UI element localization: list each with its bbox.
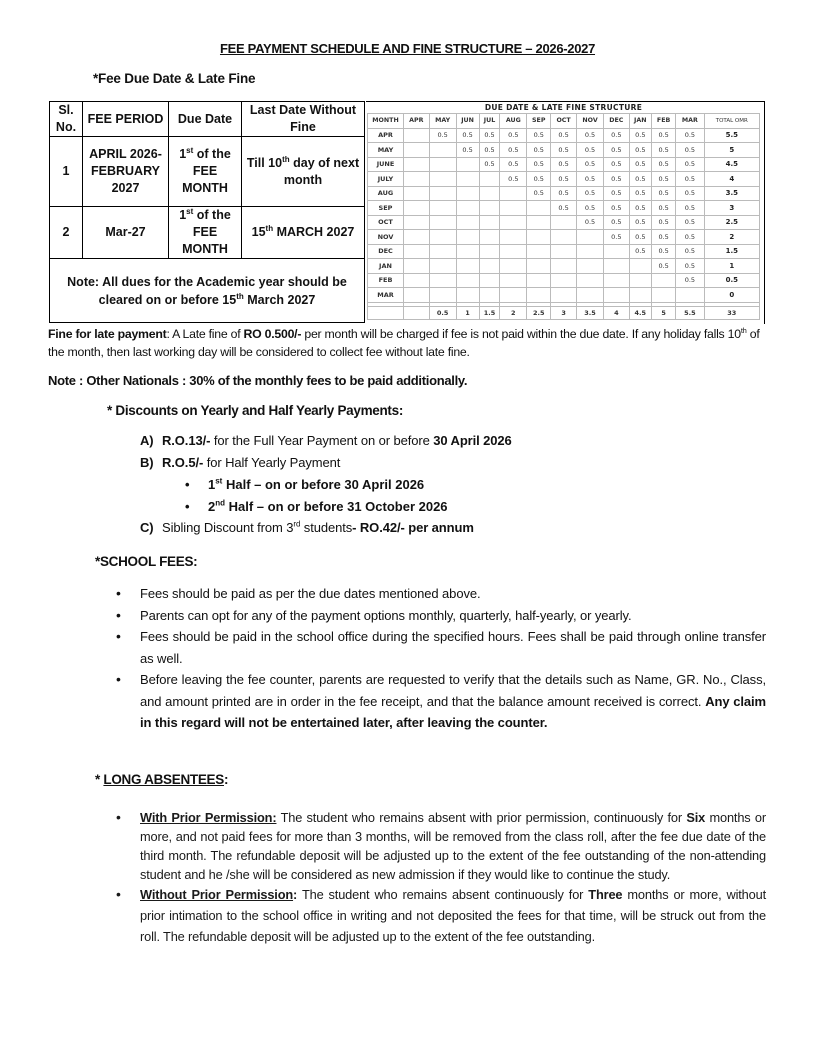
column-total: 1.5 bbox=[479, 306, 500, 319]
fine-cell: 0.5 bbox=[652, 172, 676, 187]
row-total: 0 bbox=[704, 288, 759, 303]
school-fees-heading: *SCHOOL FEES: bbox=[95, 554, 198, 569]
table-row bbox=[368, 172, 760, 187]
month-label: FEB bbox=[368, 273, 404, 288]
fine-cell: 0.5 bbox=[676, 186, 704, 201]
fine-cell: 0.5 bbox=[527, 186, 551, 201]
fine-cell: 0.5 bbox=[676, 244, 704, 259]
fine-cell bbox=[429, 259, 456, 274]
month-label: NOV bbox=[368, 230, 404, 245]
fine-cell bbox=[576, 230, 603, 245]
fine-cell: 0.5 bbox=[629, 215, 652, 230]
column-total: 5 bbox=[652, 306, 676, 319]
month-label: OCT bbox=[368, 215, 404, 230]
fine-cell bbox=[527, 230, 551, 245]
fine-cell: 0.5 bbox=[576, 157, 603, 172]
fine-cell bbox=[500, 215, 527, 230]
fine-cell bbox=[479, 273, 500, 288]
fine-cell: 0.5 bbox=[604, 230, 629, 245]
table-header-row bbox=[50, 102, 365, 137]
column-header: MONTH bbox=[368, 113, 404, 128]
fine-cell: 0.5 bbox=[604, 128, 629, 143]
fine-cell: 0.5 bbox=[629, 230, 652, 245]
fine-cell bbox=[500, 259, 527, 274]
fine-cell bbox=[500, 244, 527, 259]
list-item: • Before leaving the fee counter, parents are requested to verify that the details such as Name, GR. No., Class, and amount printed are in order in the fee receipt, and that the balance amount received is correct. Any claim in this regard will not be entertained later, after leaving the counter. bbox=[116, 669, 766, 734]
fine-cell bbox=[604, 273, 629, 288]
fine-cell bbox=[576, 259, 603, 274]
column-total: 33 bbox=[704, 306, 759, 319]
list-item: • Fees should be paid as per the due dates mentioned above. bbox=[116, 583, 766, 605]
fine-cell: 0.5 bbox=[676, 230, 704, 245]
fine-cell: 0.5 bbox=[527, 172, 551, 187]
fine-cell bbox=[576, 273, 603, 288]
fine-cell bbox=[404, 143, 430, 158]
long-absentees-list bbox=[116, 808, 766, 947]
fine-cell bbox=[629, 273, 652, 288]
fine-cell bbox=[404, 273, 430, 288]
row-total: 3 bbox=[704, 201, 759, 216]
month-label: APR bbox=[368, 128, 404, 143]
fine-cell bbox=[479, 172, 500, 187]
fine-cell bbox=[576, 244, 603, 259]
column-total: 4 bbox=[604, 306, 629, 319]
fine-cell: 0.5 bbox=[551, 172, 577, 187]
page-title: FEE PAYMENT SCHEDULE AND FINE STRUCTURE – 2026-2027 bbox=[219, 41, 596, 56]
column-header: APR bbox=[404, 113, 430, 128]
fine-cell: 0.5 bbox=[576, 143, 603, 158]
fine-cell bbox=[456, 215, 479, 230]
list-item: • Parents can opt for any of the payment options monthly, quarterly, half-yearly, or yearly. bbox=[116, 605, 766, 627]
fine-cell bbox=[456, 259, 479, 274]
fine-cell bbox=[429, 230, 456, 245]
fine-cell bbox=[479, 288, 500, 303]
fine-cell bbox=[456, 273, 479, 288]
fine-cell bbox=[404, 244, 430, 259]
table-row bbox=[50, 137, 365, 207]
fine-cell bbox=[404, 157, 430, 172]
row-total: 2 bbox=[704, 230, 759, 245]
column-header: MAY bbox=[429, 113, 456, 128]
fine-cell bbox=[604, 244, 629, 259]
fine-cell: 0.5 bbox=[527, 128, 551, 143]
fine-cell bbox=[652, 273, 676, 288]
row-total: 2.5 bbox=[704, 215, 759, 230]
fine-cell: 0.5 bbox=[629, 157, 652, 172]
table-row bbox=[368, 128, 760, 143]
row-total: 1 bbox=[704, 259, 759, 274]
fine-cell bbox=[576, 288, 603, 303]
fine-cell bbox=[404, 259, 430, 274]
half-yearly-item-1: • 1st Half – on or before 30 April 2026 bbox=[185, 476, 425, 492]
fine-cell: 0.5 bbox=[676, 157, 704, 172]
column-total: 4.5 bbox=[629, 306, 652, 319]
fine-cell bbox=[479, 259, 500, 274]
fine-cell: 0.5 bbox=[629, 186, 652, 201]
fine-cell bbox=[404, 230, 430, 245]
row-total: 5.5 bbox=[704, 128, 759, 143]
fine-cell bbox=[429, 215, 456, 230]
fine-cell bbox=[551, 230, 577, 245]
last-date: Till 10th day of next month bbox=[242, 137, 365, 207]
fine-cell: 0.5 bbox=[676, 128, 704, 143]
fine-cell: 0.5 bbox=[676, 273, 704, 288]
column-header: AUG bbox=[500, 113, 527, 128]
fine-cell bbox=[456, 244, 479, 259]
fine-cell bbox=[479, 215, 500, 230]
fine-cell: 0.5 bbox=[551, 186, 577, 201]
fine-cell bbox=[527, 288, 551, 303]
due-date: 1st of the FEE MONTH bbox=[169, 137, 242, 207]
fine-cell: 0.5 bbox=[676, 201, 704, 216]
fine-cell bbox=[551, 288, 577, 303]
column-total: 0.5 bbox=[429, 306, 456, 319]
fine-cell bbox=[527, 201, 551, 216]
column-total bbox=[368, 306, 404, 319]
fine-cell: 0.5 bbox=[652, 157, 676, 172]
table-row bbox=[368, 244, 760, 259]
row-total: 0.5 bbox=[704, 273, 759, 288]
row-total: 1.5 bbox=[704, 244, 759, 259]
fine-cell bbox=[404, 186, 430, 201]
fine-cell: 0.5 bbox=[500, 172, 527, 187]
fine-cell: 0.5 bbox=[500, 128, 527, 143]
due-date: 1st of the FEE MONTH bbox=[169, 207, 242, 259]
month-label: SEP bbox=[368, 201, 404, 216]
fine-cell: 0.5 bbox=[500, 143, 527, 158]
fee-schedule-table bbox=[49, 101, 365, 323]
other-nationals-note: Note : Other Nationals : 30% of the monthly fees to be paid additionally. bbox=[48, 373, 468, 388]
fine-cell bbox=[404, 215, 430, 230]
sl-no: 1 bbox=[50, 137, 83, 207]
header-due-date: Due Date bbox=[169, 102, 242, 137]
fine-cell: 0.5 bbox=[576, 128, 603, 143]
header-last-date: Last Date Without Fine bbox=[242, 102, 365, 137]
fine-cell: 0.5 bbox=[551, 157, 577, 172]
fine-cell bbox=[604, 288, 629, 303]
column-header: JUL bbox=[479, 113, 500, 128]
discounts-heading: * Discounts on Yearly and Half Yearly Payments: bbox=[107, 403, 404, 418]
fine-cell bbox=[456, 230, 479, 245]
fine-cell bbox=[404, 201, 430, 216]
school-fees-list bbox=[116, 583, 766, 734]
column-header: OCT bbox=[551, 113, 577, 128]
academic-year-note: Note: All dues for the Academic year should be cleared on or before 15th March 2027 bbox=[50, 259, 365, 323]
fine-cell: 0.5 bbox=[629, 172, 652, 187]
late-fine-structure bbox=[366, 101, 765, 324]
fine-cell bbox=[527, 215, 551, 230]
late-fine-paragraph: Fine for late payment: A Late fine of RO 0.500/- per month will be charged if fee is not paid within the due date. If any holiday falls 10th of the month, then last working day will be considered to collect fee without late fine. bbox=[48, 325, 760, 359]
fine-cell: 0.5 bbox=[604, 186, 629, 201]
fine-cell: 0.5 bbox=[479, 128, 500, 143]
fine-cell bbox=[500, 288, 527, 303]
fine-cell: 0.5 bbox=[429, 128, 456, 143]
fine-cell: 0.5 bbox=[676, 172, 704, 187]
fine-cell: 0.5 bbox=[604, 201, 629, 216]
with-prior-permission-item: • With Prior Permission: The student who remains absent with prior permission, continuously for Six months or more, and not paid fees for more than 3 months, will be removed from the class roll, after the fee due date of the third month. The refundable deposit will be adjusted up to the extent of the fee outstanding of the non-attending student and he /she will be considered as new admission if they would like to continue the study. bbox=[116, 808, 766, 884]
note-row bbox=[50, 259, 365, 323]
row-total: 5 bbox=[704, 143, 759, 158]
fine-cell bbox=[629, 288, 652, 303]
fine-cell bbox=[456, 186, 479, 201]
column-header: JAN bbox=[629, 113, 652, 128]
fine-cell: 0.5 bbox=[576, 186, 603, 201]
fine-cell bbox=[456, 288, 479, 303]
table-row bbox=[368, 288, 760, 303]
discount-a: A) R.O.13/- for the Full Year Payment on or before 30 April 2026 bbox=[140, 433, 512, 448]
column-header: MAR bbox=[676, 113, 704, 128]
fine-cell: 0.5 bbox=[652, 244, 676, 259]
fine-cell: 0.5 bbox=[456, 128, 479, 143]
column-total bbox=[404, 306, 430, 319]
fine-cell bbox=[500, 230, 527, 245]
half-yearly-item-2: • 2nd Half – on or before 31 October 2026 bbox=[185, 498, 448, 514]
month-label: JAN bbox=[368, 259, 404, 274]
fine-cell: 0.5 bbox=[551, 128, 577, 143]
column-total: 3.5 bbox=[576, 306, 603, 319]
column-header: DEC bbox=[604, 113, 629, 128]
fine-cell bbox=[479, 201, 500, 216]
discount-b: B) R.O.5/- for Half Yearly Payment bbox=[140, 455, 341, 470]
section-heading-due-date: *Fee Due Date & Late Fine bbox=[93, 71, 256, 86]
fine-cell bbox=[429, 201, 456, 216]
discount-c: C) Sibling Discount from 3rd students- RO.42/- per annum bbox=[140, 519, 474, 535]
month-label: MAY bbox=[368, 143, 404, 158]
fine-cell bbox=[456, 172, 479, 187]
last-date: 15th MARCH 2027 bbox=[242, 207, 365, 259]
fine-cell bbox=[456, 201, 479, 216]
fine-cell bbox=[479, 244, 500, 259]
fine-cell bbox=[652, 288, 676, 303]
column-totals-row bbox=[368, 306, 760, 319]
table-row bbox=[50, 207, 365, 259]
column-total: 5.5 bbox=[676, 306, 704, 319]
fine-cell: 0.5 bbox=[652, 230, 676, 245]
fine-cell bbox=[404, 128, 430, 143]
late-fine-table bbox=[367, 102, 760, 320]
fine-cell: 0.5 bbox=[652, 143, 676, 158]
row-total: 4.5 bbox=[704, 157, 759, 172]
table-row bbox=[368, 201, 760, 216]
header-fee-period: FEE PERIOD bbox=[83, 102, 169, 137]
column-total: 2 bbox=[500, 306, 527, 319]
month-label: AUG bbox=[368, 186, 404, 201]
fine-cell: 0.5 bbox=[629, 128, 652, 143]
fine-cell bbox=[629, 259, 652, 274]
month-label: JUNE bbox=[368, 157, 404, 172]
sl-no: 2 bbox=[50, 207, 83, 259]
fine-cell: 0.5 bbox=[676, 259, 704, 274]
long-absentees-heading: * LONG ABSENTEES: bbox=[95, 772, 229, 787]
column-header: NOV bbox=[576, 113, 603, 128]
fine-cell: 0.5 bbox=[652, 259, 676, 274]
fine-table-title: DUE DATE & LATE FINE STRUCTURE bbox=[484, 102, 643, 112]
table-row bbox=[368, 259, 760, 274]
fine-cell: 0.5 bbox=[676, 143, 704, 158]
table-row bbox=[368, 143, 760, 158]
fine-cell bbox=[429, 244, 456, 259]
fine-cell bbox=[429, 143, 456, 158]
fine-cell: 0.5 bbox=[576, 172, 603, 187]
fine-cell: 0.5 bbox=[527, 143, 551, 158]
fine-cell bbox=[527, 244, 551, 259]
fine-cell bbox=[500, 201, 527, 216]
table-row bbox=[368, 186, 760, 201]
fine-cell bbox=[551, 259, 577, 274]
column-header: FEB bbox=[652, 113, 676, 128]
fine-cell bbox=[604, 259, 629, 274]
fine-cell: 0.5 bbox=[629, 143, 652, 158]
month-label: MAR bbox=[368, 288, 404, 303]
fine-cell: 0.5 bbox=[456, 143, 479, 158]
fine-cell: 0.5 bbox=[652, 186, 676, 201]
fine-cell bbox=[527, 273, 551, 288]
fine-cell bbox=[404, 288, 430, 303]
fine-table-header-row bbox=[368, 113, 760, 128]
fine-cell: 0.5 bbox=[604, 172, 629, 187]
fine-cell: 0.5 bbox=[500, 157, 527, 172]
table-row bbox=[368, 215, 760, 230]
fine-cell: 0.5 bbox=[604, 157, 629, 172]
fine-cell: 0.5 bbox=[652, 128, 676, 143]
fine-cell: 0.5 bbox=[604, 143, 629, 158]
fine-cell bbox=[551, 215, 577, 230]
fine-cell bbox=[429, 288, 456, 303]
fine-cell bbox=[479, 230, 500, 245]
column-header: JUN bbox=[456, 113, 479, 128]
table-row bbox=[368, 157, 760, 172]
fine-cell bbox=[527, 259, 551, 274]
fine-cell bbox=[500, 273, 527, 288]
fine-cell: 0.5 bbox=[576, 201, 603, 216]
list-item: • Fees should be paid in the school office during the specified hours. Fees shall be paid through online transfer as well. bbox=[116, 626, 766, 669]
fine-cell: 0.5 bbox=[629, 201, 652, 216]
fine-cell bbox=[404, 172, 430, 187]
row-total: 4 bbox=[704, 172, 759, 187]
fine-cell bbox=[429, 172, 456, 187]
fine-cell bbox=[676, 288, 704, 303]
fine-cell: 0.5 bbox=[576, 215, 603, 230]
fine-cell: 0.5 bbox=[551, 201, 577, 216]
fine-cell: 0.5 bbox=[604, 215, 629, 230]
fine-cell bbox=[551, 244, 577, 259]
fine-cell: 0.5 bbox=[551, 143, 577, 158]
fine-cell bbox=[429, 157, 456, 172]
fine-cell: 0.5 bbox=[652, 215, 676, 230]
fine-cell: 0.5 bbox=[479, 143, 500, 158]
table-row bbox=[368, 273, 760, 288]
header-sl-no: Sl. No. bbox=[50, 102, 83, 137]
column-header: SEP bbox=[527, 113, 551, 128]
column-total: 3 bbox=[551, 306, 577, 319]
fine-cell bbox=[429, 273, 456, 288]
column-total: 1 bbox=[456, 306, 479, 319]
fine-cell: 0.5 bbox=[629, 244, 652, 259]
without-prior-permission-item: • Without Prior Permission: The student who remains absent continuously for Three months or more, without prior intimation to the school office in writing and not deposited the fees for that time, will be struck out from the roll. The refundable deposit will be adjusted up to the extent of the fee outstanding. bbox=[116, 884, 766, 947]
column-header: TOTAL OMR bbox=[704, 113, 759, 128]
fine-cell: 0.5 bbox=[676, 215, 704, 230]
fine-cell: 0.5 bbox=[652, 201, 676, 216]
month-label: DEC bbox=[368, 244, 404, 259]
fine-cell: 0.5 bbox=[479, 157, 500, 172]
column-total: 2.5 bbox=[527, 306, 551, 319]
fine-cell: 0.5 bbox=[527, 157, 551, 172]
fee-period: APRIL 2026- FEBRUARY 2027 bbox=[83, 137, 169, 207]
fine-cell bbox=[479, 186, 500, 201]
fine-cell bbox=[456, 157, 479, 172]
row-total: 3.5 bbox=[704, 186, 759, 201]
fine-cell bbox=[551, 273, 577, 288]
table-row bbox=[368, 230, 760, 245]
fine-cell bbox=[500, 186, 527, 201]
fee-period: Mar-27 bbox=[83, 207, 169, 259]
month-label: JULY bbox=[368, 172, 404, 187]
fine-cell bbox=[429, 186, 456, 201]
